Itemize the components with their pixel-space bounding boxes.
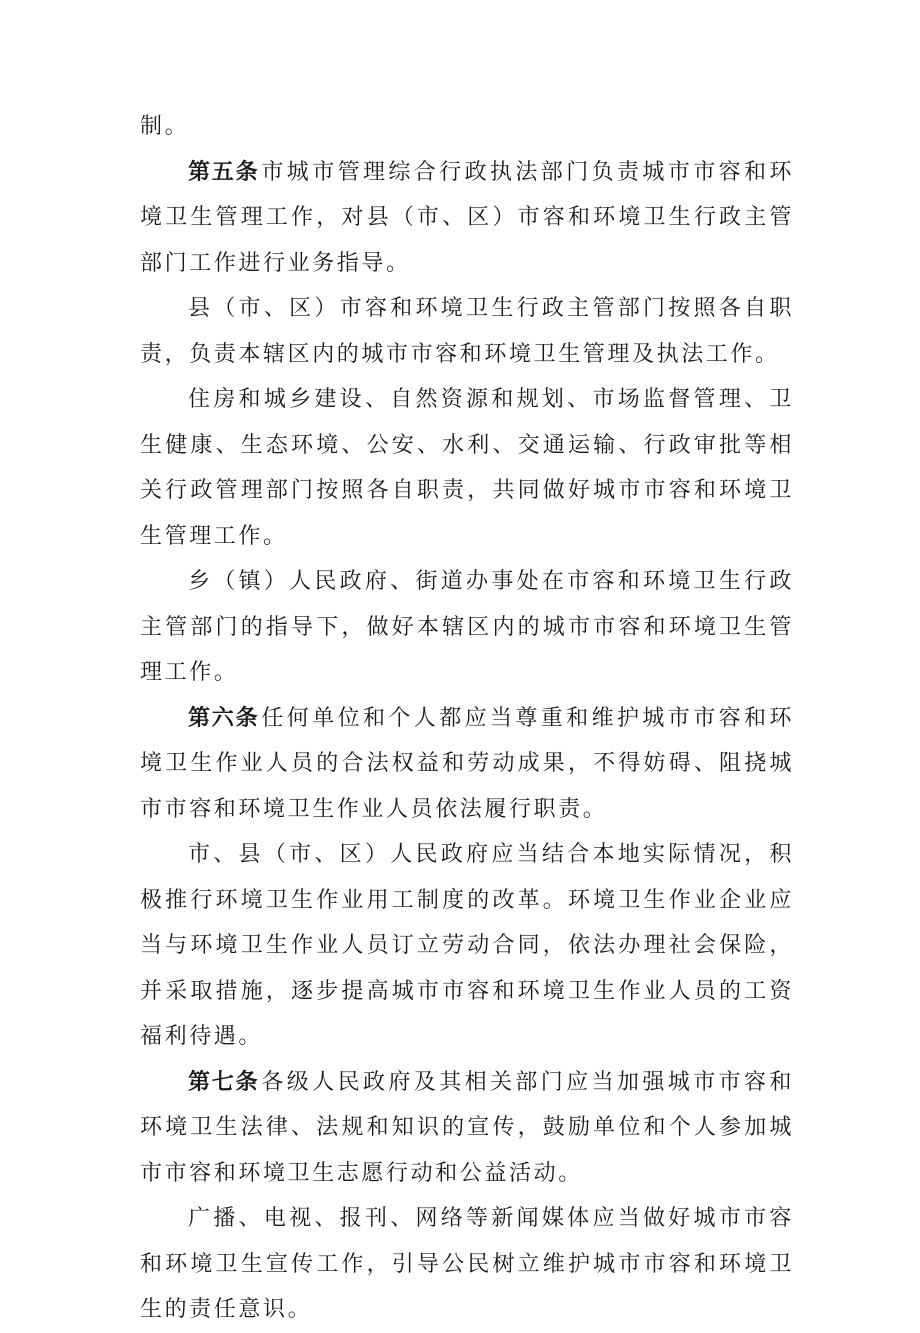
paragraph-continuation — [140, 104, 794, 150]
article-5-paragraph-3 — [140, 377, 794, 559]
paragraph-text: 县（市、区）市容和环境卫生行政主管部门按照各自职责，负责本辖区内的城市市容和环境卫生管理及执法工作。 — [140, 296, 794, 367]
paragraph-text: 任何单位和个人都应当尊重和维护城市市容和环境卫生作业人员的合法权益和劳动成果，不得妨碍、阻挠城市市容和环境卫生作业人员依法履行职责。 — [140, 705, 794, 822]
paragraph-text: 乡（镇）人民政府、街道办事处在市容和环境卫生行政主管部门的指导下，做好本辖区内的城市市容和环境卫生管理工作。 — [140, 569, 794, 685]
article-7-paragraph — [140, 1060, 794, 1197]
article-number: 第六条 — [188, 705, 260, 731]
article-5-paragraph-2 — [140, 286, 794, 377]
article-number: 第五条 — [188, 159, 260, 185]
article-5-paragraph — [140, 150, 794, 287]
article-5-paragraph-4 — [140, 559, 794, 696]
article-6-paragraph — [140, 696, 794, 833]
paragraph-text: 各级人民政府及其相关部门应当加强城市市容和环境卫生法律、法规和知识的宣传，鼓励单位和个人参加城市市容和环境卫生志愿行动和公益活动。 — [140, 1069, 794, 1186]
paragraph-text: 住房和城乡建设、自然资源和规划、市场监督管理、卫生健康、生态环境、公安、水利、交通运输、行政审批等相关行政管理部门按照各自职责，共同做好城市市容和环境卫生管理工作。 — [140, 387, 794, 549]
paragraph-text: 市城市管理综合行政执法部门负责城市市容和环境卫生管理工作，对县（市、区）市容和环境卫生行政主管部门工作进行业务指导。 — [140, 159, 794, 276]
paragraph-text: 市、县（市、区）人民政府应当结合本地实际情况，积极推行环境卫生作业用工制度的改革。环境卫生作业企业应当与环境卫生作业人员订立劳动合同，依法办理社会保险，并采取措施，逐步提高城市市容和环境卫生作业人员的工资福利待遇。 — [140, 842, 794, 1049]
article-7-paragraph-2 — [140, 1196, 794, 1333]
article-6-paragraph-2 — [140, 832, 794, 1060]
document-body — [140, 104, 794, 1333]
paragraph-text: 制。 — [140, 114, 190, 139]
article-number: 第七条 — [188, 1069, 260, 1095]
paragraph-text: 广播、电视、报刊、网络等新闻媒体应当做好城市市容和环境卫生宣传工作，引导公民树立维护城市市容和环境卫生的责任意识。 — [140, 1206, 794, 1322]
